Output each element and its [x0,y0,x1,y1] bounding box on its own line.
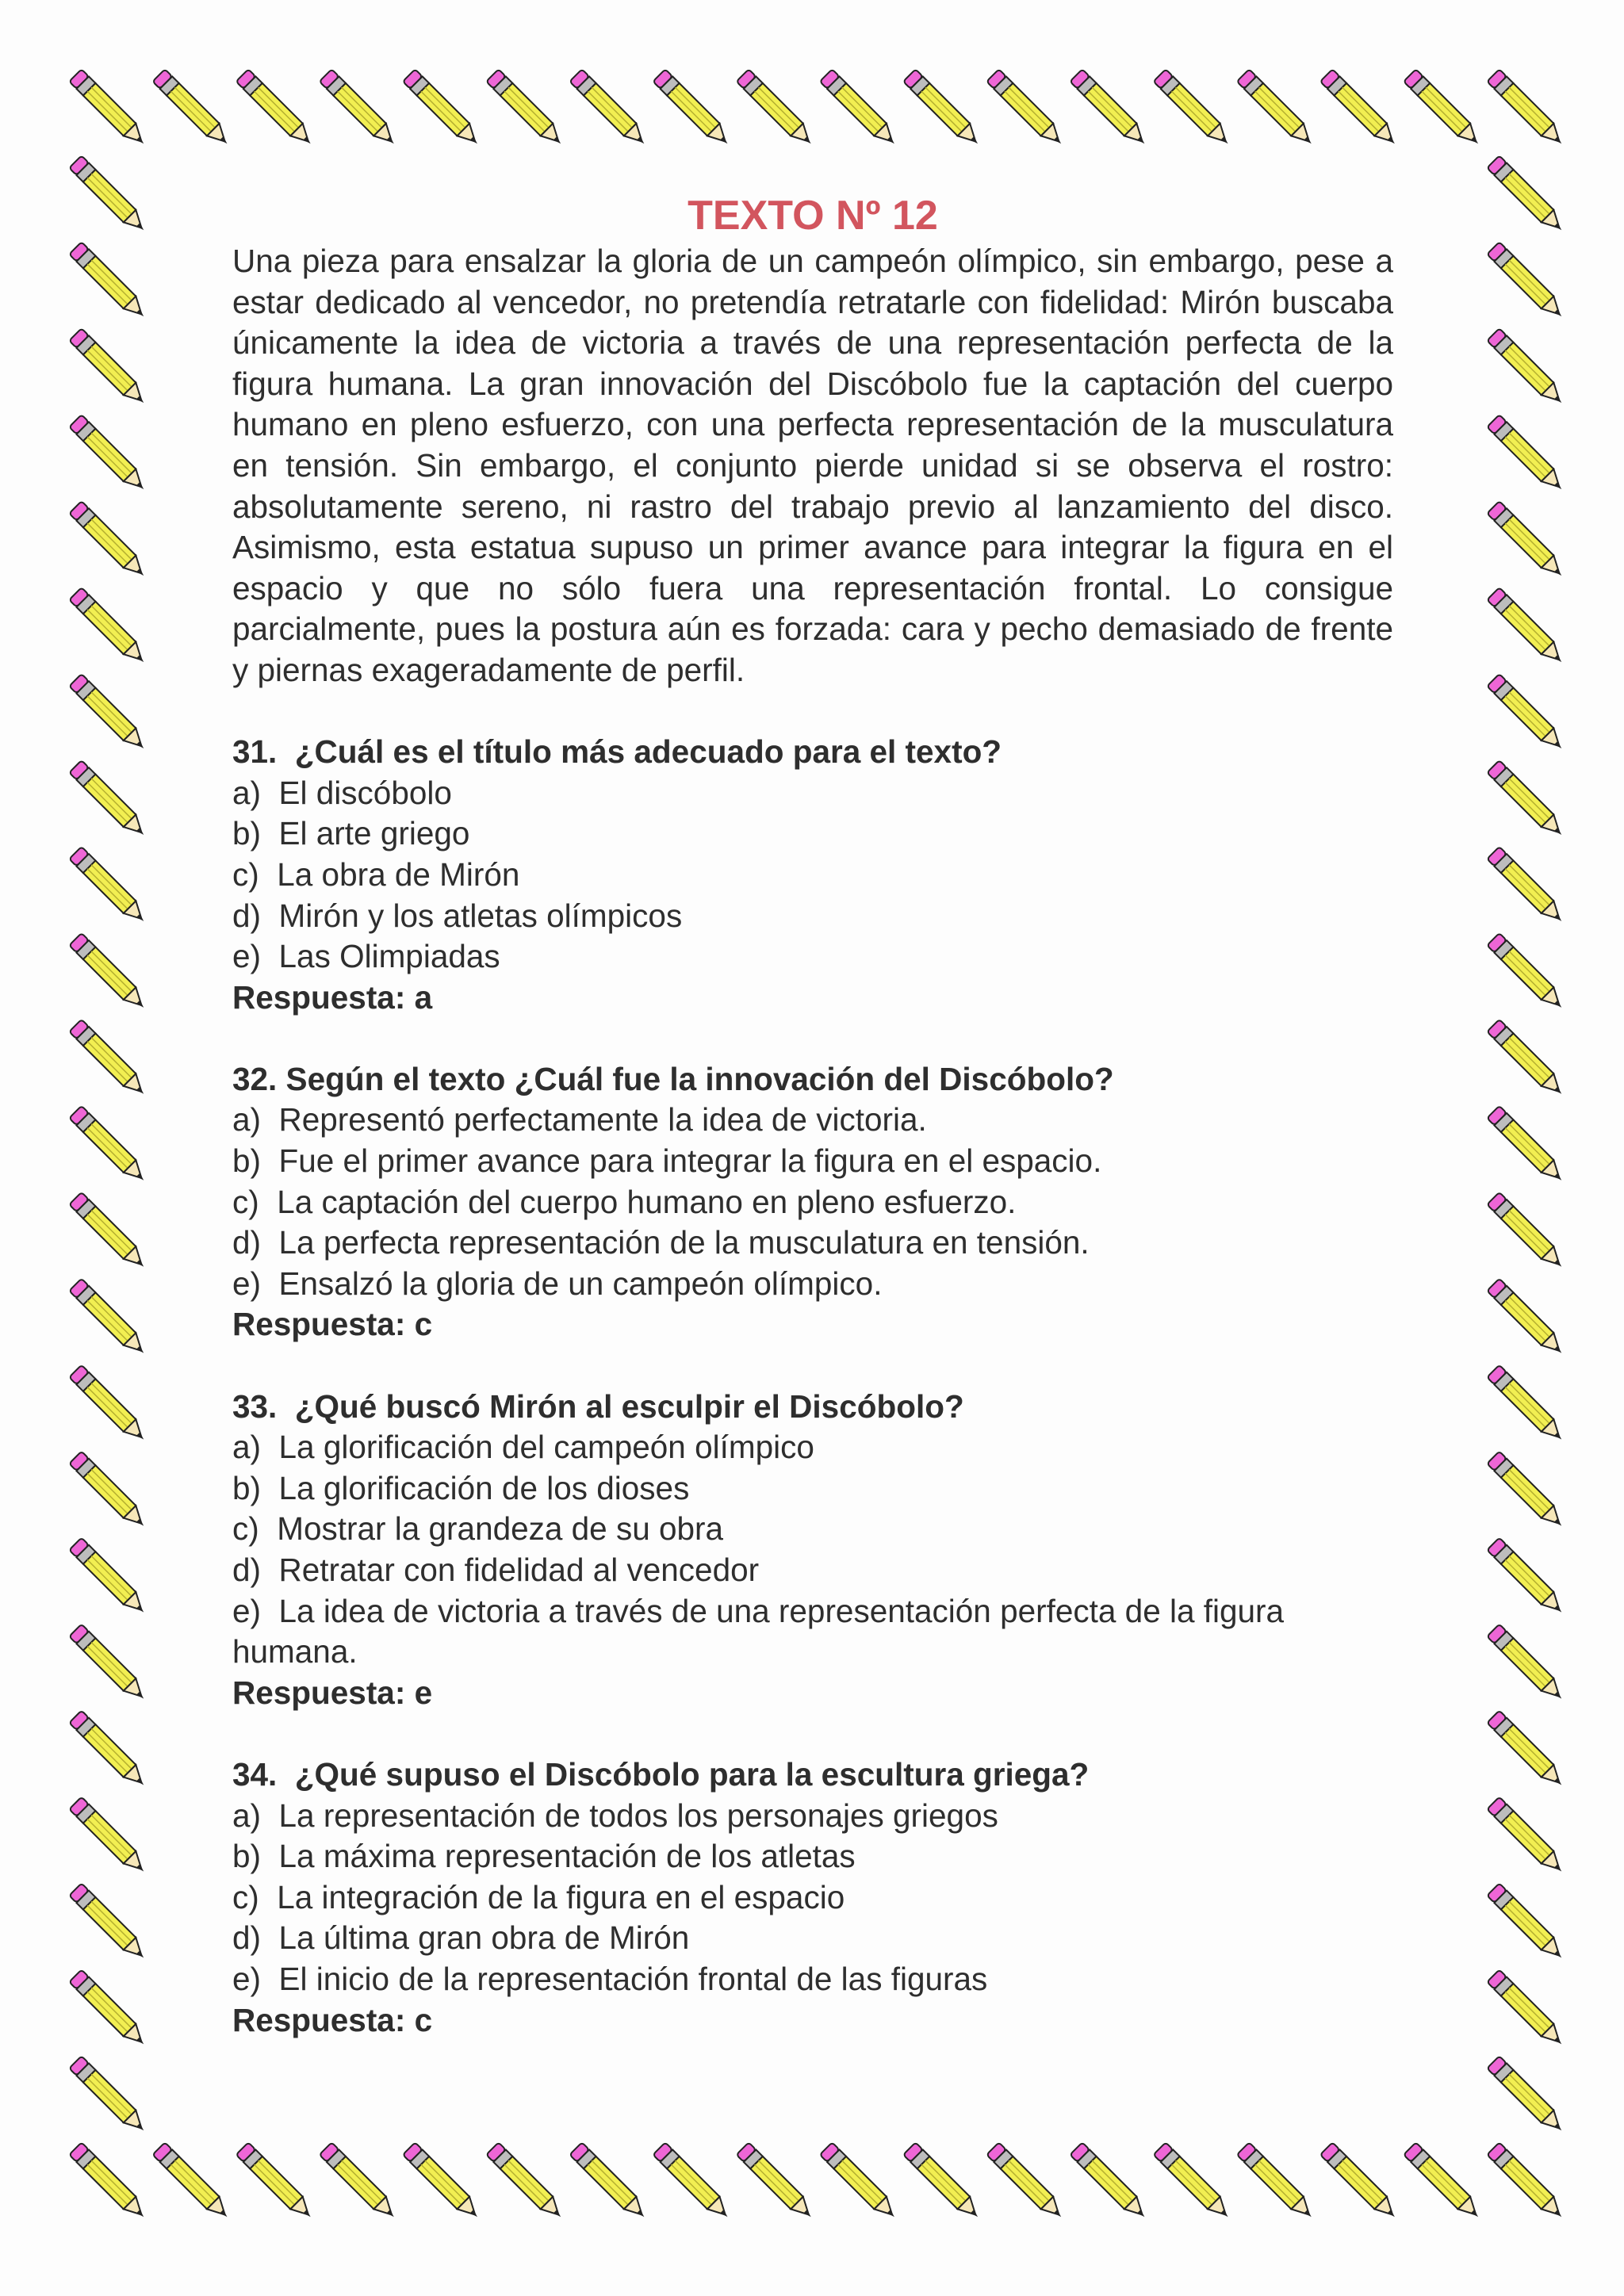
pencil-icon [69,2056,150,2137]
pencil-icon [69,415,150,496]
pencil-icon [1487,328,1568,409]
pencil-icon [820,69,901,150]
pencil-icon [1487,847,1568,928]
pencil-icon [1487,1279,1568,1360]
pencil-icon [69,1624,150,1705]
pencil-icon [152,2142,233,2223]
option-item: a) El discóbolo [232,774,452,811]
option-item: c) La captación del cuerpo humano en pleno esfuerzo. [232,1183,1017,1220]
option-item: a) La glorificación del campeón olímpico [232,1429,814,1466]
option-item: c) La integración de la figura en el espacio [232,1878,845,1915]
pencil-icon [69,933,150,1014]
pencil-icon [1487,415,1568,496]
pencil-icon [69,501,150,582]
pencil-icon [69,1020,150,1100]
option-item: b) Fue el primer avance para integrar la figura en el espacio. [232,1142,1102,1180]
option-item: d) Mirón y los atletas olímpicos [232,897,683,934]
pencil-icon [1487,933,1568,1014]
answer-text: Respuesta: e [232,1674,433,1711]
pencil-icon [653,2142,733,2223]
question-block [232,732,1393,1018]
pencil-icon [1404,69,1484,150]
main-content [232,192,1393,2041]
pencil-icon [1487,242,1568,323]
option-item: a) La representación de todos los personajes griegos [232,1797,998,1834]
answer-text: Respuesta: c [232,2001,433,2038]
question-text: 34. ¿Qué supuso el Discóbolo para la escultura griega? [232,1755,1090,1793]
pencil-icon [653,69,733,150]
pencil-icon [69,155,150,236]
pencil-icon [1487,69,1568,150]
pencil-icon [903,2142,984,2223]
pencil-icon [69,1538,150,1619]
pencil-icon [1320,2142,1401,2223]
option-item: e) Ensalzó la gloria de un campeón olímpico. [232,1265,883,1302]
pencil-icon [320,2142,400,2223]
pencil-icon [569,69,650,150]
pencil-icon [1487,1192,1568,1273]
pencil-icon [1487,2142,1568,2223]
pencil-icon [69,242,150,323]
pencil-icon [403,2142,484,2223]
pencil-icon [236,69,317,150]
pencil-icon [69,587,150,668]
question-text: 32. Según el texto ¿Cuál fue la innovación del Discóbolo? [232,1060,1114,1097]
pencil-icon [1237,69,1318,150]
pencil-icon [1404,2142,1484,2223]
pencil-icon [69,1710,150,1791]
pencil-icon [1487,1797,1568,1877]
pencil-icon [1487,1969,1568,2050]
pencil-icon [986,2142,1067,2223]
option-item: e) La idea de victoria a través de una representación perfecta de la figura humana. [232,1592,1293,1670]
pencil-icon [820,2142,901,2223]
question-block [232,1059,1393,1345]
option-item: b) La glorificación de los dioses [232,1469,690,1506]
pencil-icon [1487,587,1568,668]
option-item: c) Mostrar la grandeza de su obra [232,1510,724,1548]
page-title: TEXTO Nº 12 [688,193,938,239]
option-item: b) El arte griego [232,815,470,852]
pencil-icon [69,1452,150,1533]
reading-passage: Una pieza para ensalzar la gloria de un campeón olímpico, sin embargo, pese a estar dedicado al vencedor, no pretendía retratarle con fidelidad: Mirón buscaba únicamente la idea de victoria a través de una representación perfecta de la figura humana. La gran innovación del Discóbolo fue la captación del cuerpo humano en pleno esfuerzo, con una perfecta representación de la musculatura en tensión. Sin embargo, el conjunto pierde unidad si se observa el rostro: absolutamente sereno, ni rastro del trabajo previo al lanzamiento del disco. Asimismo, esta estatua supuso un primer avance para integrar la figura en el espacio y que no sólo fuera una representación frontal. Lo consigue parcialmente, pues la postura aún es forzada: cara y pecho demasiado de frente y piernas exageradamente de perfil. [232,243,1393,688]
pencil-icon [486,69,567,150]
pencil-icon [1154,69,1235,150]
question-block [232,1755,1393,2041]
pencil-icon [69,1883,150,1964]
pencil-icon [1487,1020,1568,1100]
pencil-icon [1070,69,1151,150]
pencil-icon [69,760,150,841]
pencil-icon [69,1365,150,1446]
pencil-icon [69,1106,150,1187]
question-text: 33. ¿Qué buscó Mirón al esculpir el Discóbolo? [232,1387,964,1425]
pencil-icon [1487,2056,1568,2137]
option-item: e) Las Olimpiadas [232,938,500,975]
pencil-icon [737,2142,818,2223]
pencil-icon [320,69,400,150]
pencil-icon [69,1797,150,1877]
option-item: b) La máxima representación de los atletas [232,1838,856,1875]
question-block [232,1387,1393,1714]
answer-text: Respuesta: a [232,978,433,1016]
pencil-icon [1487,501,1568,582]
pencil-icon [1320,69,1401,150]
pencil-icon [69,1279,150,1360]
answer-text: Respuesta: c [232,1306,433,1343]
pencil-icon [1487,1883,1568,1964]
pencil-icon [1487,155,1568,236]
pencil-icon [1487,1624,1568,1705]
pencil-icon [403,69,484,150]
pencil-icon [1237,2142,1318,2223]
pencil-icon [486,2142,567,2223]
pencil-icon [986,69,1067,150]
pencil-icon [569,2142,650,2223]
pencil-icon [69,847,150,928]
pencil-icon [903,69,984,150]
option-item: c) La obra de Mirón [232,855,520,893]
pencil-icon [1070,2142,1151,2223]
pencil-icon [1487,1452,1568,1533]
pencil-icon [69,1192,150,1273]
pencil-icon [1154,2142,1235,2223]
option-item: d) La última gran obra de Mirón [232,1919,690,1957]
pencil-icon [1487,760,1568,841]
option-item: e) El inicio de la representación frontal de las figuras [232,1960,988,1997]
option-item: d) Retratar con fidelidad al vencedor [232,1552,760,1588]
pencil-icon [1487,674,1568,755]
pencil-icon [69,69,150,150]
option-item: d) La perfecta representación de la musculatura en tensión. [232,1224,1090,1261]
pencil-icon [1487,1538,1568,1619]
option-item: a) Representó perfectamente la idea de victoria. [232,1101,927,1138]
pencil-icon [236,2142,317,2223]
pencil-icon [69,328,150,409]
pencil-icon [152,69,233,150]
pencil-icon [737,69,818,150]
pencil-icon [69,674,150,755]
question-text: 31. ¿Cuál es el título más adecuado para el texto? [232,733,1002,771]
pencil-icon [1487,1365,1568,1446]
pencil-icon [1487,1106,1568,1187]
pencil-icon [1487,1710,1568,1791]
pencil-icon [69,1969,150,2050]
pencil-icon [69,2142,150,2223]
